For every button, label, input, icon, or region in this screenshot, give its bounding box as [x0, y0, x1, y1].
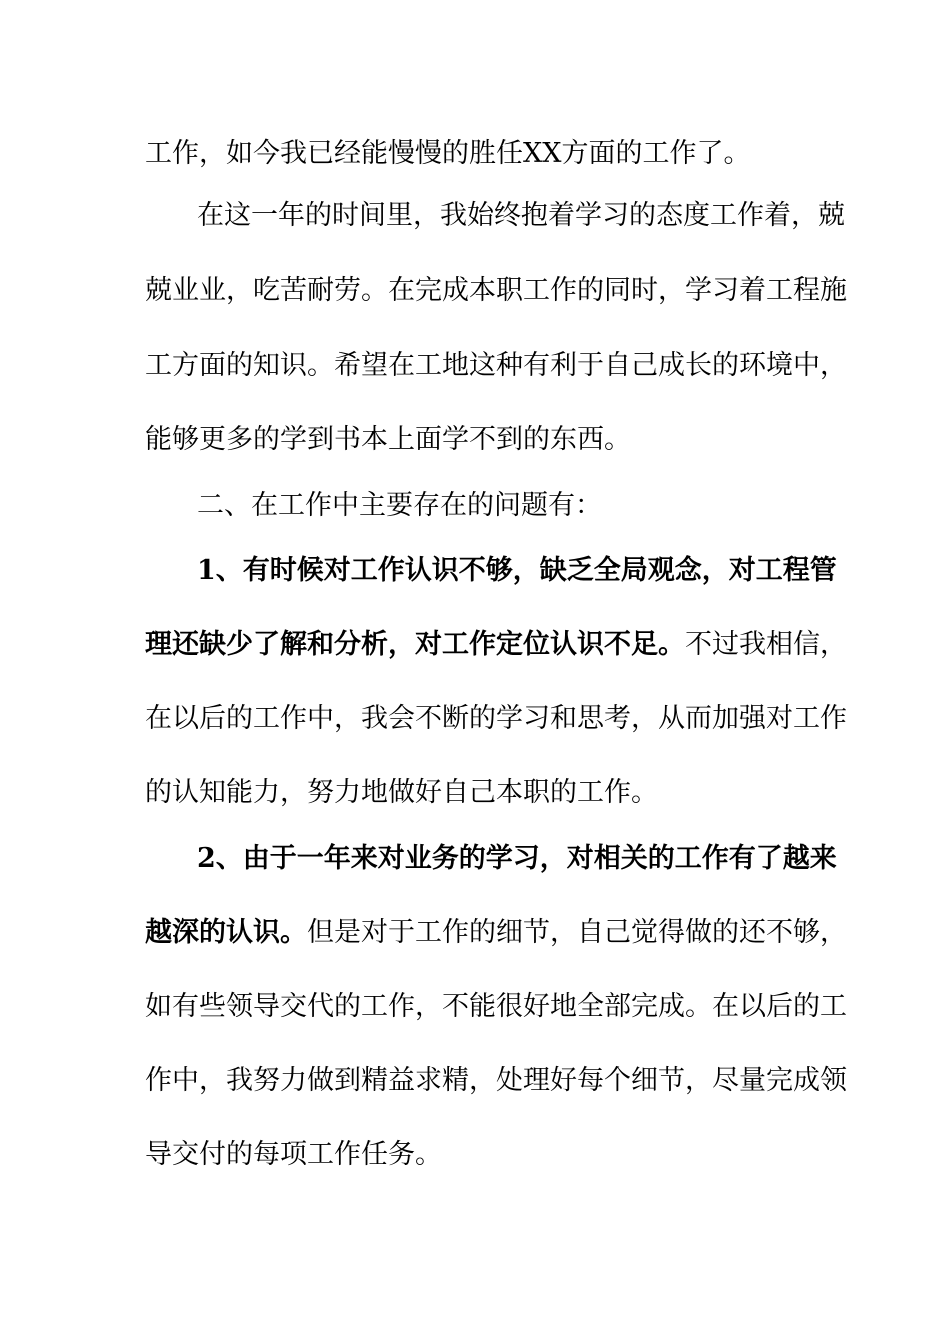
bold-text: 理还缺少了解和分析，对工作定位认识不足。 [145, 629, 685, 660]
bold-text: 越深的认识。 [145, 917, 307, 948]
paragraph-line-bold: 2、由于一年来对业务的学习，对相关的工作有了越来 [197, 843, 837, 874]
paragraph-line-bold: 1、有时候对工作认识不够，缺乏全局观念，对工程管 [197, 555, 837, 586]
paragraph-line: 工方面的知识。希望在工地这种有利于自己成长的环境中， [145, 350, 847, 381]
paragraph-line: 的认知能力，努力地做好自己本职的工作。 [145, 777, 658, 808]
paragraph-line [145, 915, 847, 951]
paragraph-line: 如有些领导交代的工作，不能很好地全部完成。在以后的工 [145, 991, 847, 1022]
normal-text: 但是对于工作的细节，自己觉得做的还不够， [307, 917, 847, 948]
paragraph-line: 在以后的工作中，我会不断的学习和思考，从而加强对工作 [145, 703, 847, 734]
paragraph-line: 作中，我努力做到精益求精，处理好每个细节，尽量完成领 [145, 1065, 847, 1096]
paragraph-line: 导交付的每项工作任务。 [145, 1139, 442, 1170]
paragraph-line: 在这一年的时间里，我始终抱着学习的态度工作着，兢 [197, 200, 845, 231]
paragraph-line [145, 627, 847, 663]
normal-text: 不过我相信， [685, 629, 847, 660]
paragraph-line: 兢业业，吃苦耐劳。在完成本职工作的同时，学习着工程施 [145, 275, 847, 306]
section-heading: 二、在工作中主要存在的问题有： [197, 490, 602, 521]
paragraph-line: 工作，如今我已经能慢慢的胜任XX方面的工作了。 [145, 138, 751, 169]
paragraph-line: 能够更多的学到书本上面学不到的东西。 [145, 424, 631, 455]
